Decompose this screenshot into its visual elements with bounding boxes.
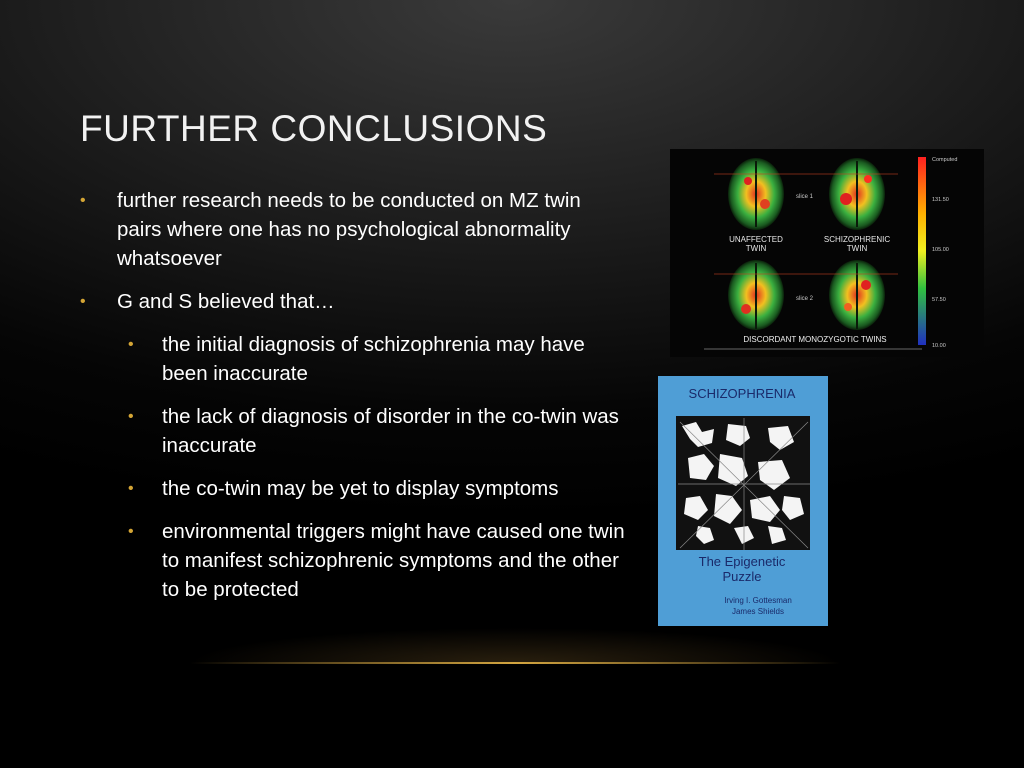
slide-title: FURTHER CONCLUSIONS <box>80 108 548 149</box>
slice-2-label: slice 2 <box>796 296 814 302</box>
book-title: SCHIZOPHRENIA <box>688 386 796 401</box>
sub-bullet-item <box>80 517 625 604</box>
scale-value: 57.50 <box>932 297 946 303</box>
bullet-dot-icon: • <box>80 293 86 310</box>
unaffected-twin-label-2: TWIN <box>745 244 767 253</box>
bullet-dot-icon: • <box>128 336 134 353</box>
bullet-item <box>80 287 625 316</box>
unaffected-twin-label: UNAFFECTED <box>729 235 783 244</box>
book-author: Irving I. Gottesman <box>724 596 792 605</box>
book-subtitle: The Epigenetic <box>698 554 786 569</box>
sub-bullet-text: the initial diagnosis of schizophrenia may have been inaccurate <box>162 333 585 385</box>
sub-bullet-text: the co-twin may be yet to display symptoms <box>162 477 559 500</box>
scale-value: 105.00 <box>932 247 949 253</box>
bullet-dot-icon: • <box>128 523 134 540</box>
color-scale-bar <box>918 157 926 345</box>
bullet-dot-icon: • <box>128 408 134 425</box>
slice-1-label: slice 1 <box>796 194 814 200</box>
sub-bullet-text: the lack of diagnosis of disorder in the co-twin was inaccurate <box>162 405 619 457</box>
scale-value: 10.00 <box>932 343 946 349</box>
schizophrenic-twin-label-2: TWIN <box>846 244 868 253</box>
bullet-item <box>80 186 625 273</box>
bullet-text: further research needs to be conducted on MZ twin pairs where one has no psychological abnormality whatsoever <box>117 189 581 270</box>
sub-bullet-item <box>80 330 625 388</box>
bullet-text: G and S believed that… <box>117 290 335 313</box>
bullet-list <box>80 186 625 618</box>
sub-bullet-item <box>80 402 625 460</box>
scale-title: Computed <box>932 157 958 163</box>
scale-value: 131.50 <box>932 197 949 203</box>
bullet-dot-icon: • <box>80 192 86 209</box>
book-author-2: James Shields <box>731 607 785 616</box>
bullet-dot-icon: • <box>128 480 134 497</box>
brain-scan-image <box>670 149 984 357</box>
sub-bullet-item <box>80 474 625 503</box>
book-cover-image <box>658 376 828 626</box>
brain-scan-caption: DISCORDANT MONOZYGOTIC TWINS <box>743 335 887 344</box>
schizophrenic-twin-label: SCHIZOPHRENIC <box>823 235 891 244</box>
decorative-divider <box>190 658 840 668</box>
book-subtitle-2: Puzzle <box>722 569 762 584</box>
sub-bullet-text: environmental triggers might have caused one twin to manifest schizophrenic symptoms and the other to be protected <box>162 520 625 601</box>
